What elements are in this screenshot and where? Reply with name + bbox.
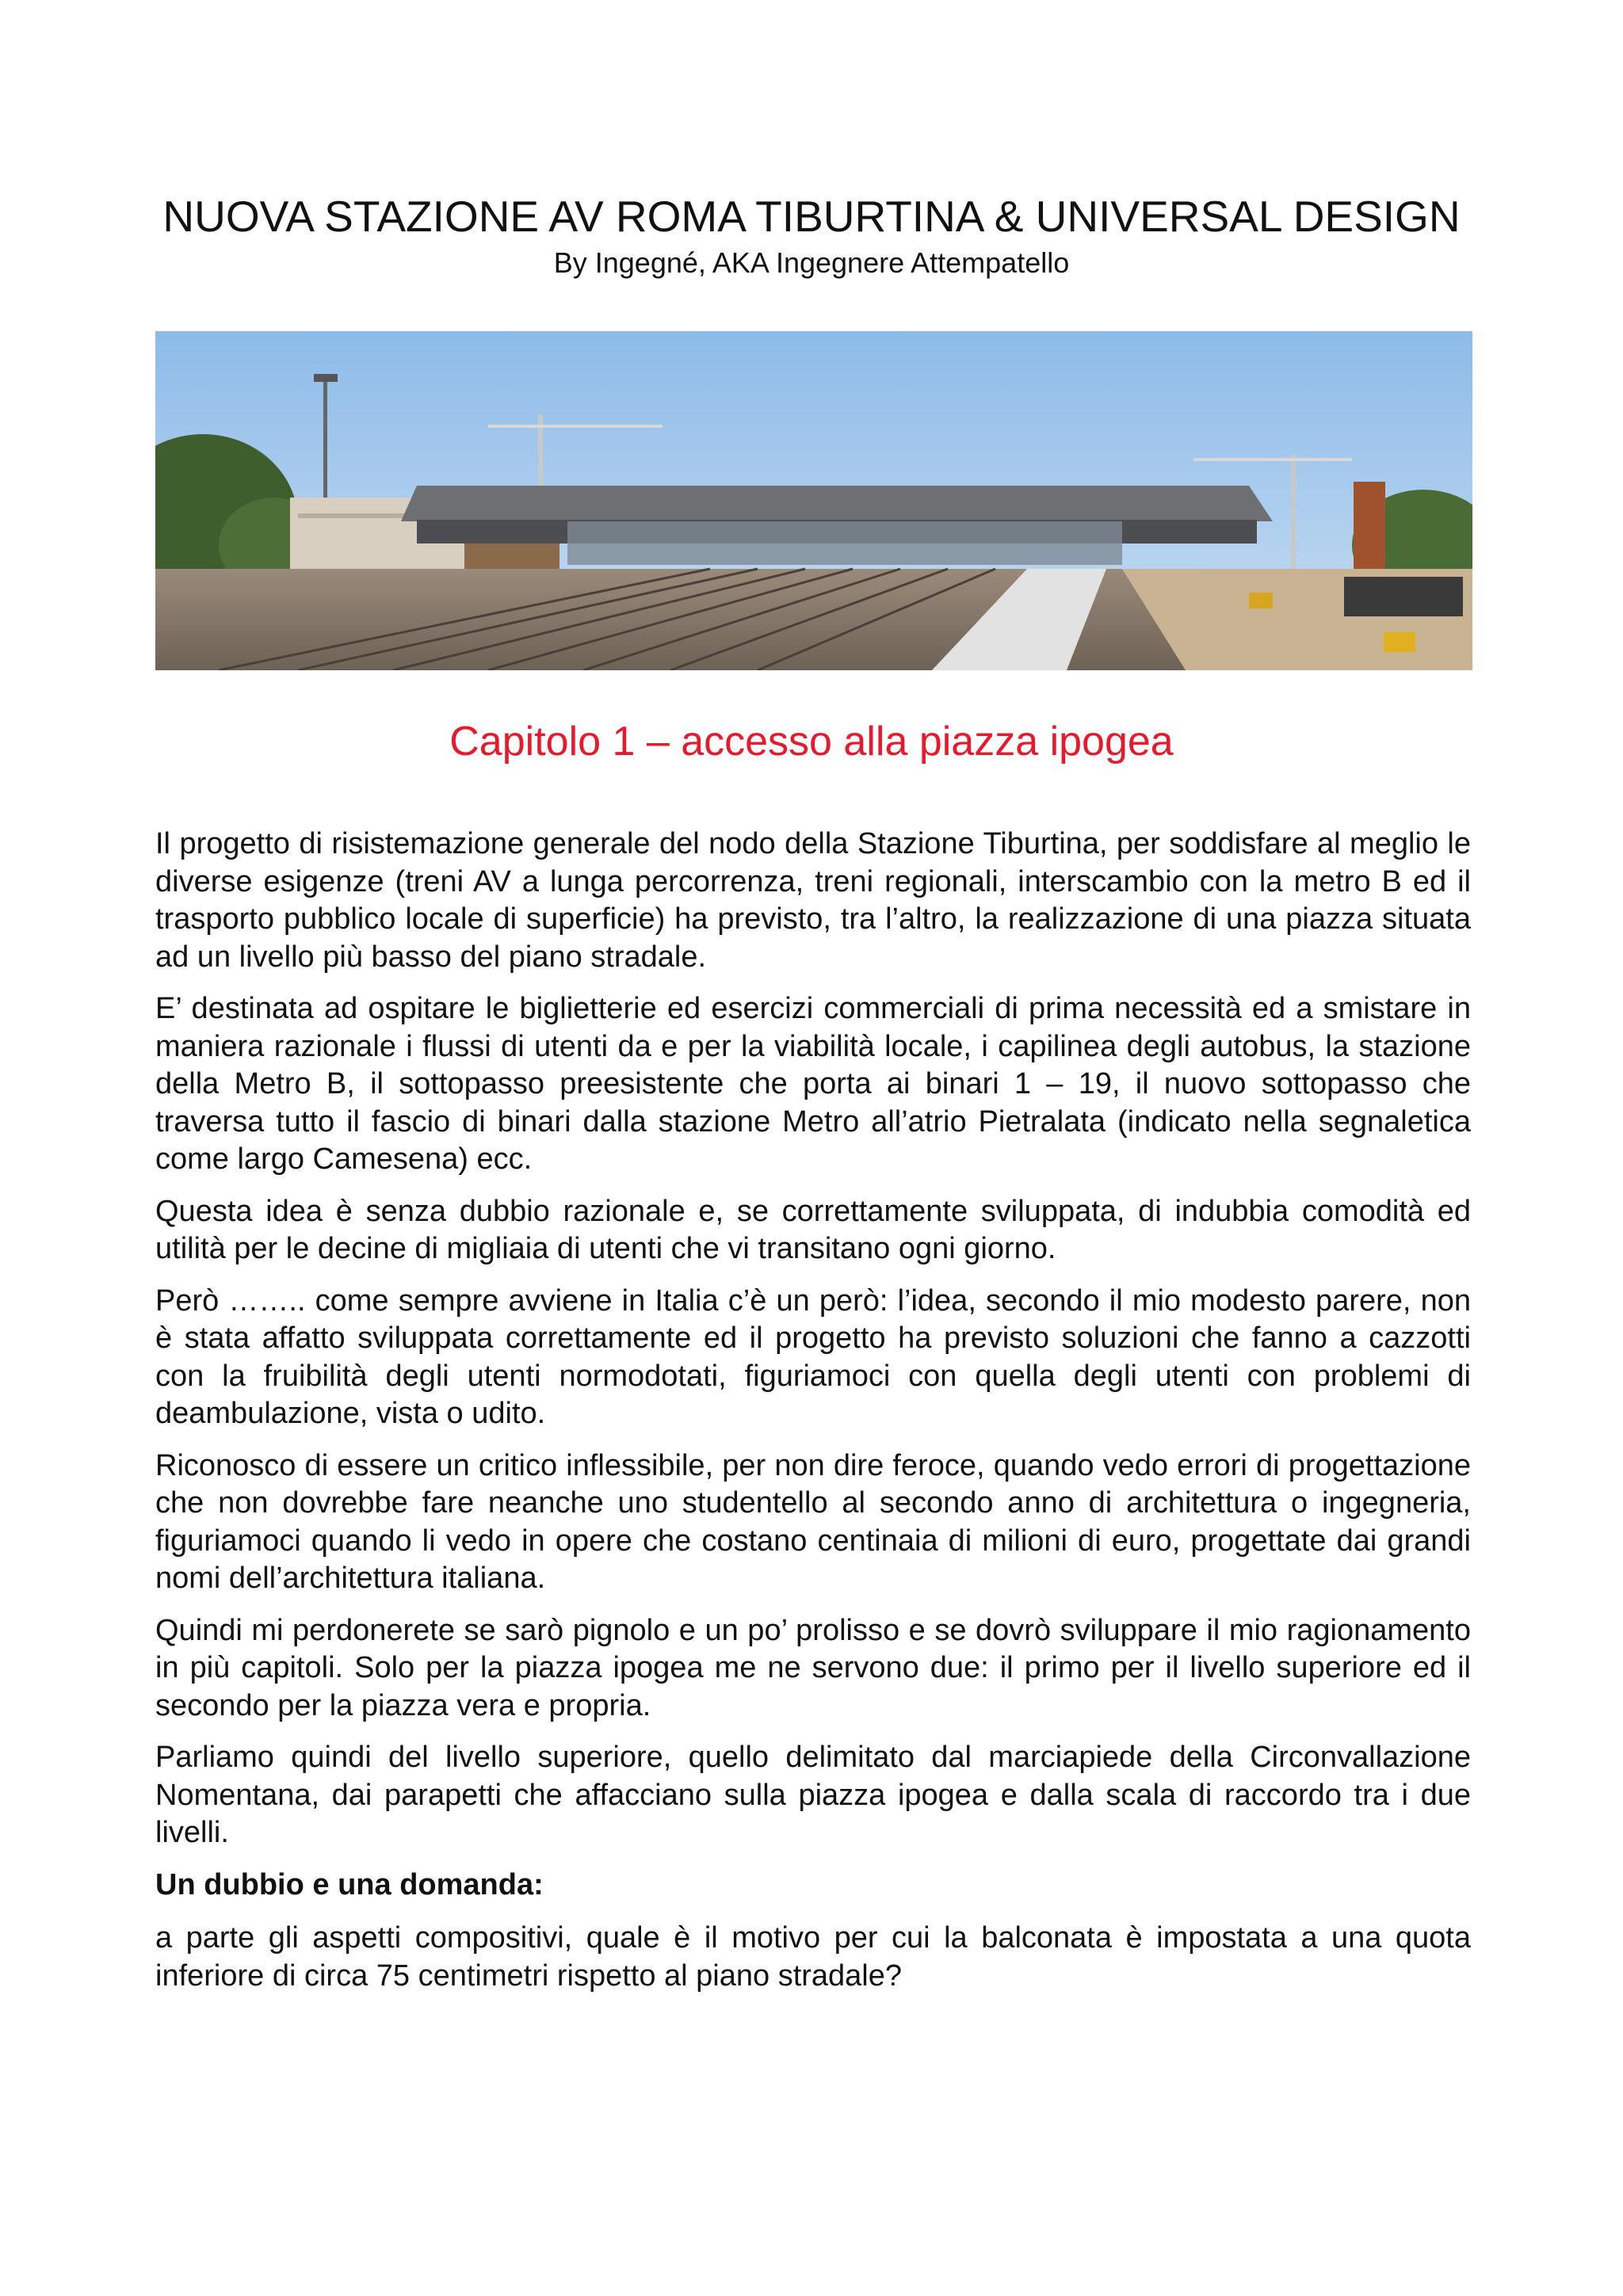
document-byline: By Ingegné, AKA Ingegnere Attempatello bbox=[553, 246, 1070, 279]
paragraph: Il progetto di risistemazione generale del nodo della Stazione Tiburtina, per soddisfare al meglio le diverse esigenze (treni AV a lunga percorrenza, treni regionali, interscambio con la metro B ed il trasporto pubblico locale di superficie) ha previsto, tra l’altro, la realizzazione di una piazza situata ad un livello più basso del piano stradale. bbox=[155, 827, 1471, 974]
paragraph: Però …….. come sempre avviene in Italia c’è un però: l’idea, secondo il mio modesto parere, non è stata affatto sviluppata correttamente ed il progetto ha previsto soluzioni che fanno a cazzotti con la fruibilità degli utenti normodotati, figuriamoci con quella degli utenti con problemi di deambulazione, vista o udito. bbox=[155, 1283, 1471, 1430]
final-paragraph: a parte gli aspetti compositivi, quale è il motivo per cui la balconata è impostata a una quota inferiore di circa 75 centimetri rispetto al piano stradale? bbox=[155, 1921, 1471, 1993]
station-construction-photo bbox=[155, 331, 1472, 670]
chapter-title: Capitolo 1 – accesso alla piazza ipogea bbox=[449, 719, 1174, 765]
paragraph: Questa idea è senza dubbio razionale e, se correttamente sviluppata, di indubbia comodità ed utilità per le decine di migliaia di utenti che vi transitano ogni giorno. bbox=[155, 1194, 1471, 1265]
paragraph: Quindi mi perdonerete se sarò pignolo e un po’ prolisso e se dovrò sviluppare il mio ragionamento in più capitoli. Solo per la piazza ipogea me ne servono due: il primo per il livello superiore ed il secondo per la piazza vera e propria. bbox=[155, 1613, 1471, 1722]
paragraph: Parliamo quindi del livello superiore, quello delimitato dal marciapiede della Circonvallazione Nomentana, dai parapetti che affacciano sulla piazza ipogea e dalla scala di raccordo tra i due livelli. bbox=[155, 1741, 1471, 1849]
body-text bbox=[155, 826, 1471, 2009]
paragraph: Riconosco di essere un critico inflessibile, per non dire feroce, quando vedo errori di progettazione che non dovrebbe fare neanche uno studentello al secondo anno di architettura o ingegneria, figuriamoci quando li vedo in opere che costano centinaia di milioni di euro, progettate dai grandi nomi dell’architettura italiana. bbox=[155, 1448, 1471, 1595]
document-title: NUOVA STAZIONE AV ROMA TIBURTINA & UNIVERSAL DESIGN bbox=[162, 192, 1461, 241]
subheading: Un dubbio e una domanda: bbox=[155, 1867, 544, 1901]
paragraph: E’ destinata ad ospitare le biglietterie ed esercizi commerciali di prima necessità ed a smistare in maniera razionale i flussi di utenti da e per la viabilità locale, i capilinea degli autobus, la stazione della Metro B, il sottopasso preesistente che porta ai binari 1 – 19, il nuovo sottopasso che traversa tutto il fascio di binari dalla stazione Metro all’atrio Pietralata (indicato nella segnaletica come largo Camesena) ecc. bbox=[155, 992, 1471, 1176]
